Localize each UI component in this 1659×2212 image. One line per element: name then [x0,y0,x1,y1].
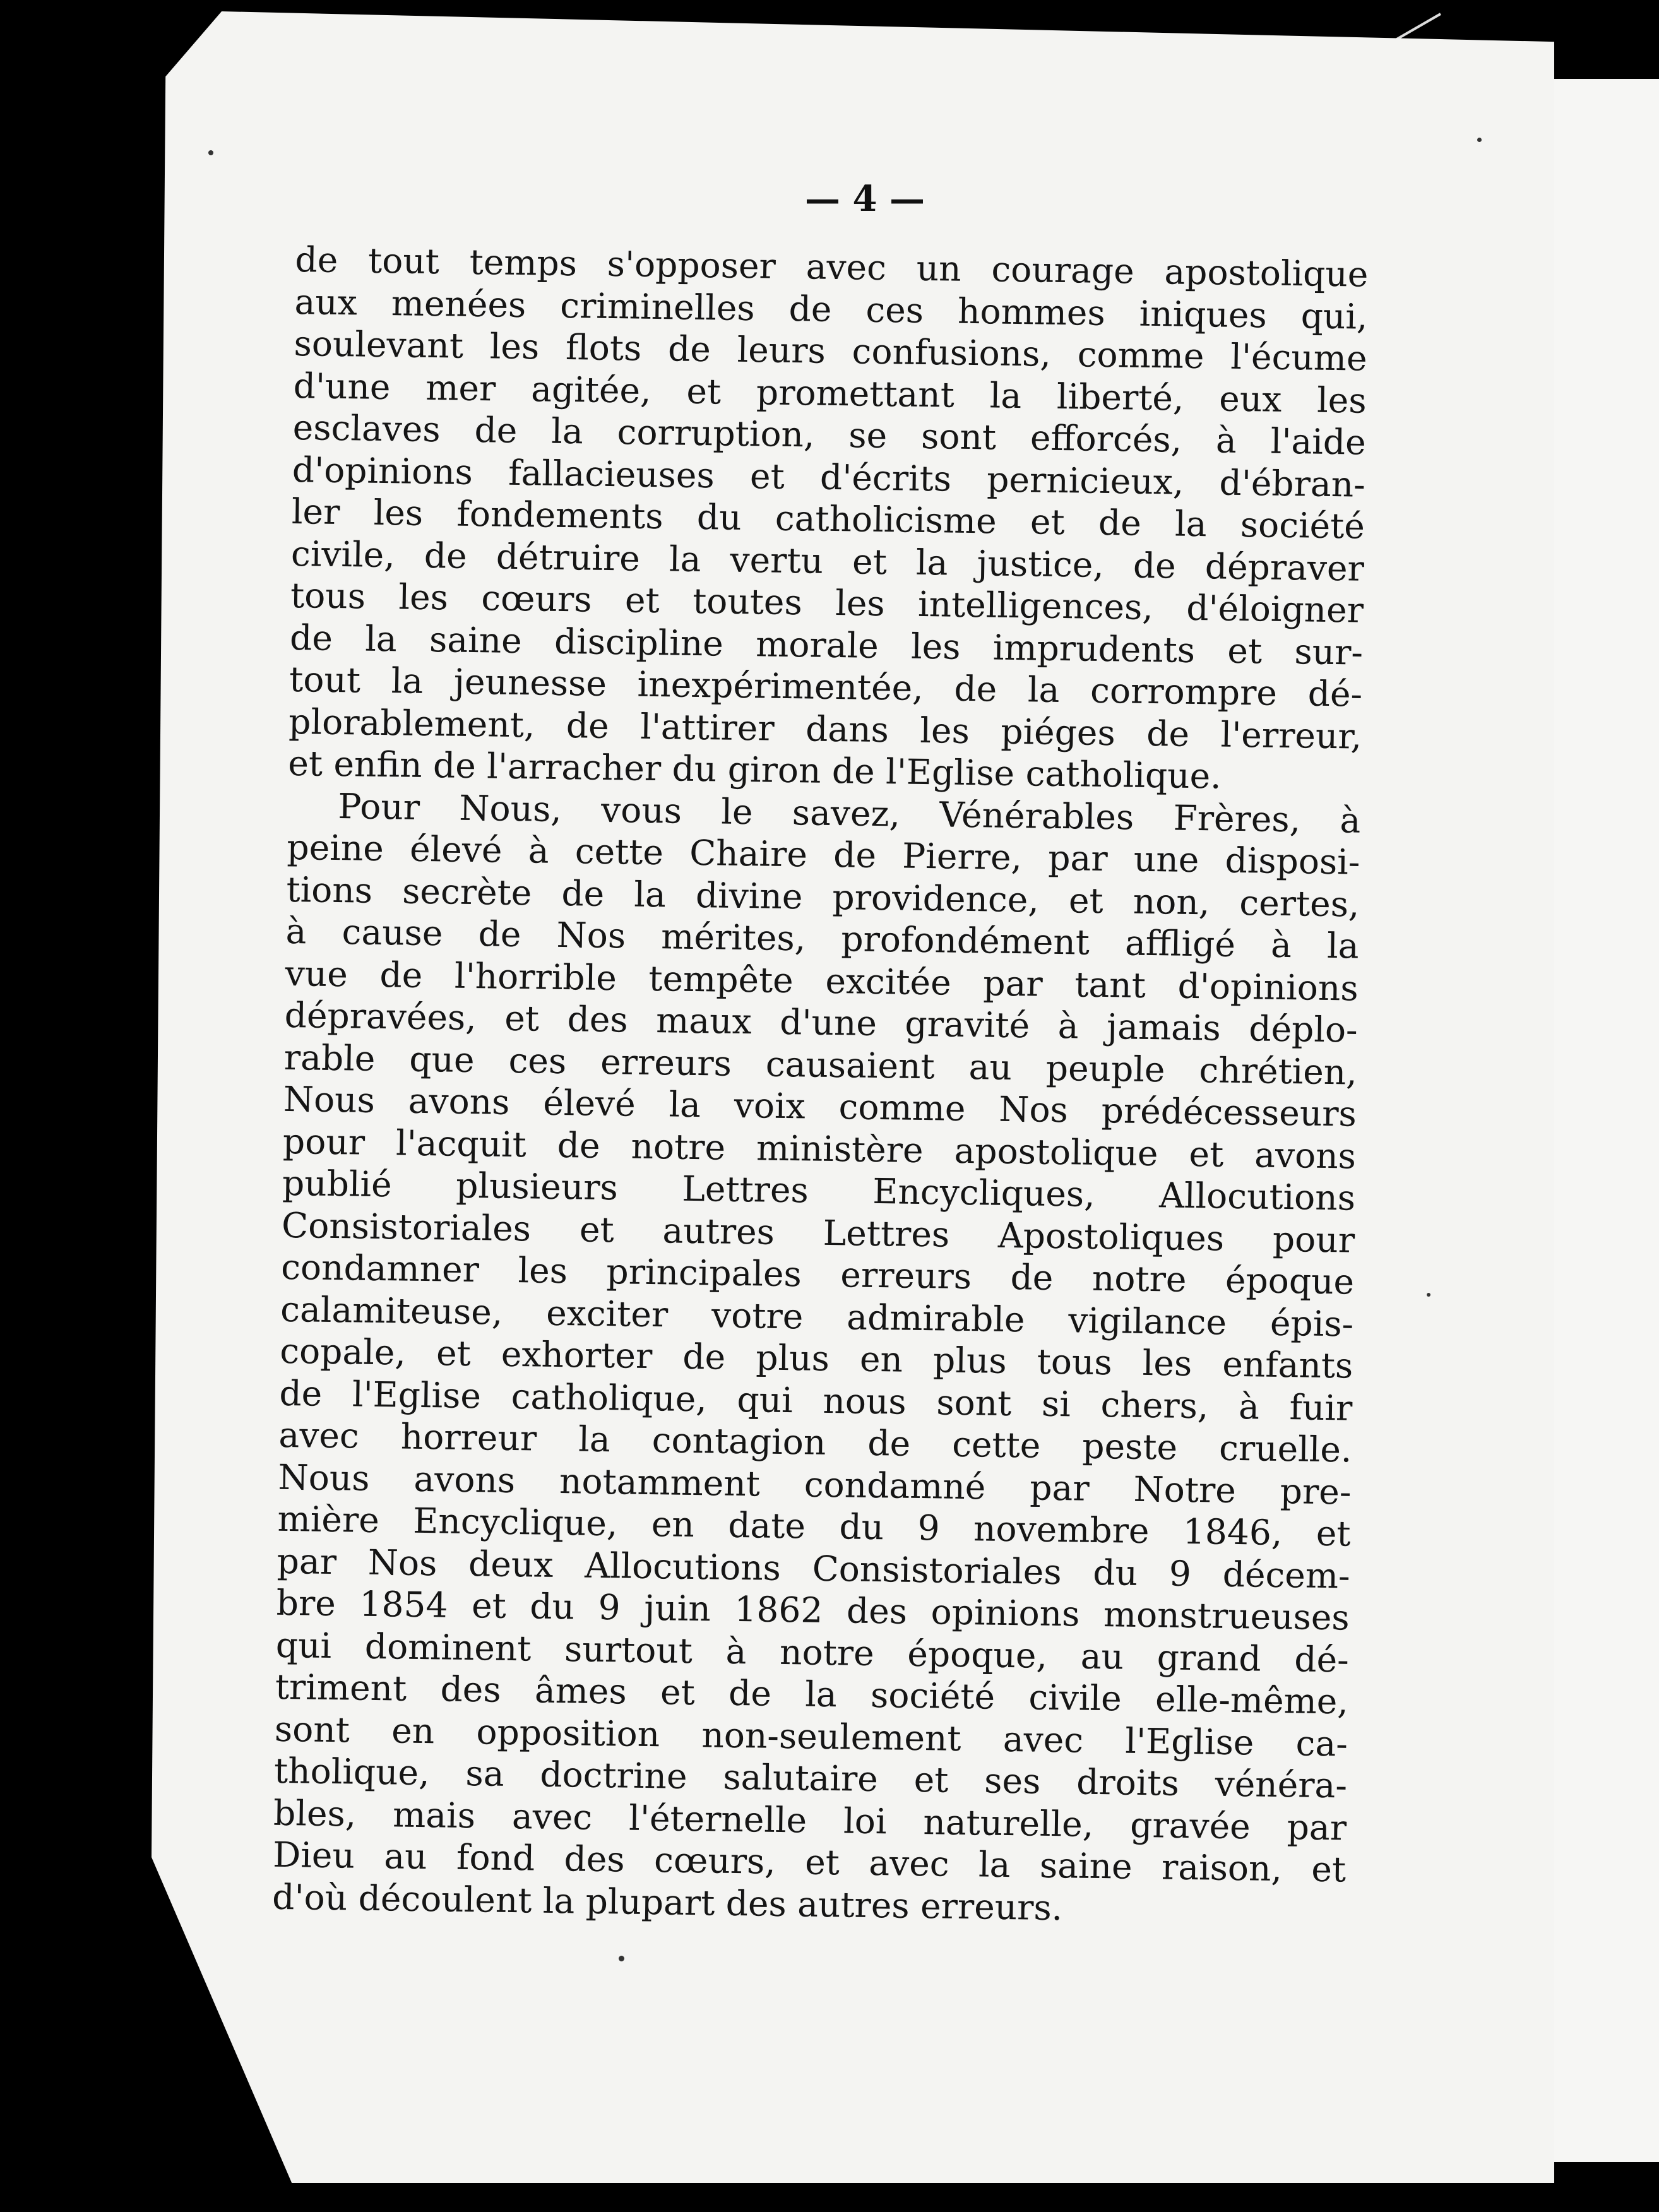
text-line: par Nos deux Allocutions Consistoriales du 9 décem- [276,1540,1351,1597]
text-line: calamiteuse, exciter votre admirable vigilance épis- [280,1288,1354,1345]
text-line: d'une mer agitée, et promettant la liberté, eux les [293,365,1367,421]
text-line: tout la jeunesse inexpérimentée, de la corrompre dé- [288,658,1363,715]
text-line: Nous avons élevé la voix comme Nos prédécesseurs [283,1078,1357,1134]
text-line: peine élevé à cette Chaire de Pierre, par une disposi- [287,826,1360,883]
text-line: tous les cœurs et toutes les intelligences, d'éloigner [290,574,1364,631]
text-line: vue de l'horrible tempête excitée par tant d'opinions [285,953,1359,1009]
text-line: sont en opposition non-seulement avec l'Eglise ca- [274,1708,1348,1764]
text-line: bre 1854 et du 9 juin 1862 des opinions monstrueuses [276,1582,1350,1638]
text-line: et enfin de l'arracher du giron de l'Eglise catholique. [287,742,1222,797]
text-line: qui dominent surtout à notre époque, au grand dé- [275,1624,1350,1680]
text-line: pour l'acquit de notre ministère apostolique et avons [282,1121,1357,1177]
paper-speck [1477,138,1482,142]
text-line: Dieu au fond des cœurs, et avec la saine raison, et [272,1834,1347,1890]
paper-speck [619,1956,624,1961]
text-line: tions secrète de la divine providence, et non, certes, [286,869,1360,925]
text-line: de tout temps s'opposer avec un courage apostolique [295,239,1369,295]
text-line: aux menées criminelles de ces hommes iniques qui, [294,281,1368,337]
text-line: esclaves de la corruption, se sont efforcés, à l'aide [292,407,1367,463]
text-line: ler les fondements du catholicisme et de la société [291,491,1365,547]
text-line: mière Encyclique, en date du 9 novembre 1846, et [277,1498,1351,1554]
text-line: d'opinions fallacieuses et d'écrits pernicieux, d'ébran- [292,449,1366,505]
text-line: condamner les principales erreurs de notre époque [280,1246,1355,1302]
text-line: de l'Eglise catholique, qui nous sont si chers, à fuir [279,1372,1353,1429]
text-line: dépravées, et des maux d'une gravité à jamais déplo- [284,994,1359,1050]
text-line: de la saine discipline morale les imprudents et sur- [289,617,1364,673]
text-line: avec horreur la contagion de cette peste cruelle. [278,1414,1352,1470]
text-line: civile, de détruire la vertu et la justice, de dépraver [290,533,1365,589]
paper-speck [208,150,213,155]
text-line: Nous avons notamment condamné par Notre pre- [278,1456,1352,1513]
text-line: Pour Nous, vous le savez, Vénérables Frères, à [338,785,1361,841]
text-line: publié plusieurs Lettres Encycliques, Allocutions [282,1162,1356,1218]
text-line: soulevant les flots de leurs confusions, comme l'écume [294,323,1367,379]
page-number: — 4 — [805,178,925,220]
paper-speck [1427,1293,1430,1297]
text-line: à cause de Nos mérites, profondément affligé à la [285,910,1359,966]
text-line: d'où découlent la plupart des autres erreurs. [271,1876,1063,1928]
text-line: bles, mais avec l'éternelle loi naturelle, gravée par [273,1792,1347,1848]
text-line: rable que ces erreurs causaient au peuple chrétien, [283,1037,1358,1093]
text-line: tholique, sa doctrine salutaire et ses droits vénéra- [273,1750,1348,1806]
body-text [272,239,1369,1932]
facing-page [1543,79,1659,2162]
text-line: plorablement, de l'attirer dans les piéges de l'erreur, [288,701,1362,757]
text-line: Consistoriales et autres Lettres Apostoliques pour [281,1204,1355,1261]
text-line: triment des âmes et de la société civile elle-même, [275,1666,1349,1722]
text-line: copale, et exhorter de plus en plus tous les enfants [279,1330,1353,1386]
